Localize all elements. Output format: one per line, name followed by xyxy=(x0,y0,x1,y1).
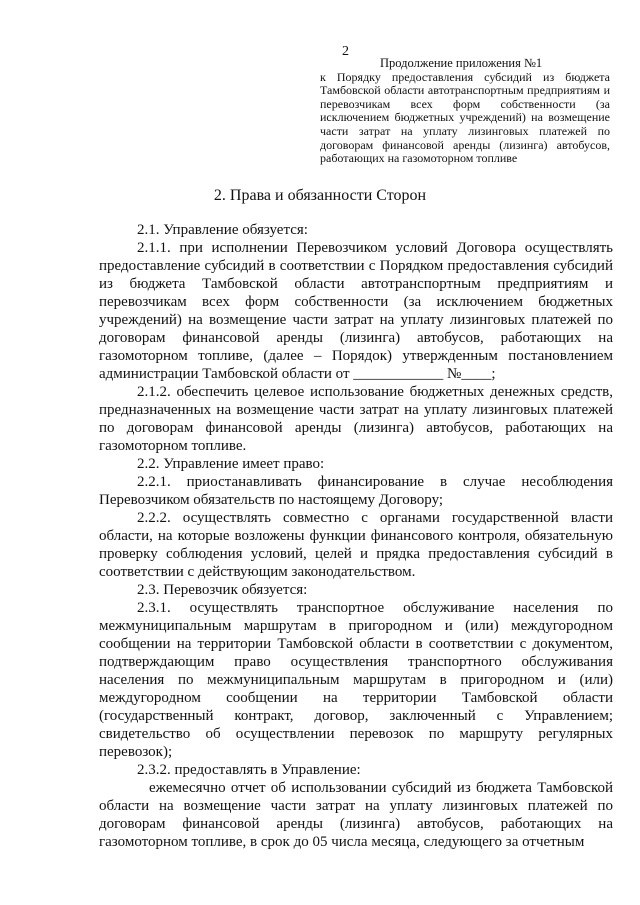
appendix-body: к Порядку предоставления субсидий из бюджета Тамбовской области автотранспортным предприятиям и перевозчикам всех форм собственности (за исключением бюджетных учреждений) на возмещение части затрат на уплату лизинговых платежей по договорам финансовой аренды (лизинга) автобусов, работающих на газомоторном топливе xyxy=(320,69,610,166)
page-number: 2 xyxy=(342,44,349,59)
paragraph-2-1-1: 2.1.1. при исполнении Перевозчиком условий Договора осуществлять предоставление субсидий в соответствии с Порядком предоставления субсидий из бюджета Тамбовской области автотранспортным предприятиям и перевозчикам всех форм собственности (за исключением бюджетных учреждений) на возмещение части затрат на уплату лизинговых платежей по договорам финансовой аренды (лизинга) автобусов, работающих на газомоторном топливе, (далее – Порядок) утвержденным постановлением администрации Тамбовской области от ____________ №____; xyxy=(99,240,613,382)
paragraph-2-1-2: 2.1.2. обеспечить целевое использование бюджетных денежных средств, предназначенных на возмещение части затрат на уплату лизинговых платежей по договорам финансовой аренды (лизинга) автобусов, работающих на газомоторном топливе. xyxy=(99,384,613,454)
paragraph-2-2-1: 2.2.1. приостанавливать финансирование в случае несоблюдения Перевозчиком обязательств по настоящему Договору; xyxy=(99,474,613,508)
paragraph-monthly-report: ежемесячно отчет об использовании субсидий из бюджета Тамбовской области на возмещение части затрат на уплату лизинговых платежей по договорам финансовой аренды (лизинга) автобусов, работающих на газомоторном топливе, в срок до 05 числа месяца, следующего за отчетным xyxy=(99,780,613,850)
paragraph-2-3-1: 2.3.1. осуществлять транспортное обслуживание населения по межмуниципальным маршрутам в пригородном и (или) междугородном сообщении на территории Тамбовской области в соответствии с документом, подтверждающим право осуществления транспортного обслуживания населения по межмуниципальным маршрутам в пригородном и (или) междугородном сообщении на территории Тамбовской области (государственный контракт, договор, заключенный с Управлением; свидетельство об осуществлении перевозок по маршруту регулярных перевозок); xyxy=(99,600,613,760)
paragraph-2-2-2: 2.2.2. осуществлять совместно с органами государственной власти области, на которые возложены функции финансового контроля, обязательную проверку соблюдения условий, целей и прядка предоставления субсидий в соответствии с действующим законодательством. xyxy=(99,510,613,580)
appendix-header xyxy=(320,57,610,166)
paragraph-2-3: 2.3. Перевозчик обязуется: xyxy=(137,582,308,598)
paragraph-2-2: 2.2. Управление имеет право: xyxy=(137,456,325,472)
paragraph-2-1: 2.1. Управление обязуется: xyxy=(137,222,308,238)
section-title: 2. Права и обязанности Сторон xyxy=(213,187,427,204)
paragraph-2-3-2: 2.3.2. предоставлять в Управление: xyxy=(137,762,361,778)
appendix-title: Продолжение приложения №1 xyxy=(380,56,543,70)
document-body xyxy=(99,221,613,851)
